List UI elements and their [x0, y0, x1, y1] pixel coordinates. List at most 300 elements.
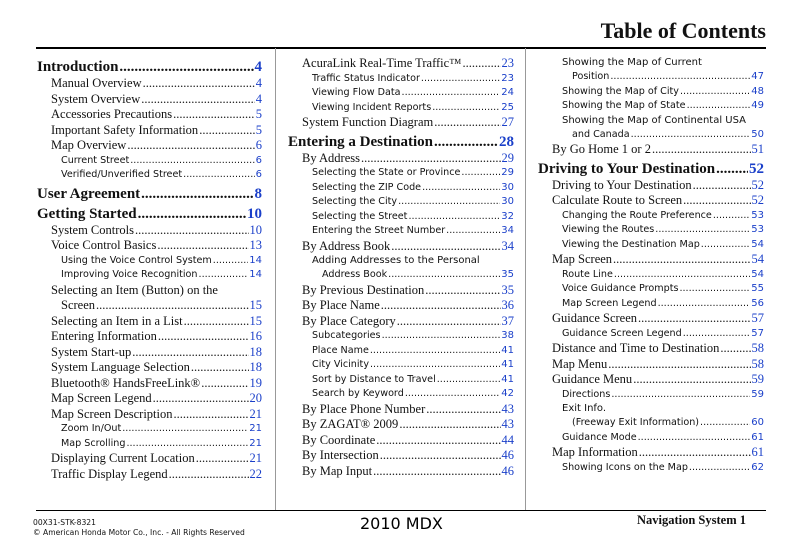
page-number-link[interactable]: 23	[501, 56, 514, 70]
toc-entry[interactable]	[538, 178, 764, 194]
page-number-link[interactable]: 32	[501, 210, 514, 222]
dot-leader	[639, 445, 751, 461]
dot-leader	[173, 107, 255, 123]
toc-entry-text: System Language Selection	[51, 360, 190, 374]
toc-entry[interactable]	[37, 123, 262, 139]
dot-leader	[613, 252, 750, 268]
toc-entry[interactable]	[288, 181, 514, 196]
dot-leader	[687, 99, 751, 114]
dot-leader	[720, 341, 750, 357]
dot-leader	[213, 254, 248, 269]
toc-entry-text: By Place Category	[302, 313, 396, 328]
toc-entry-text: Showing Icons on the Map	[562, 461, 688, 473]
page-number-link[interactable]: 20	[249, 391, 262, 405]
toc-entry-text: Sort by Distance to Travel	[312, 373, 436, 385]
toc-entry-text: Voice Guidance Prompts	[562, 283, 679, 294]
dot-leader	[446, 224, 500, 239]
toc-entry[interactable]	[538, 85, 764, 100]
page-number-link[interactable]: 41	[501, 373, 514, 385]
toc-entry-text: Guidance Screen	[552, 311, 638, 325]
footer-rule	[36, 510, 766, 511]
page-number-link[interactable]: 14	[249, 269, 262, 280]
toc-entry-text: Manual Overview	[51, 76, 142, 90]
column-divider	[275, 48, 276, 510]
toc-entry-text: Screen	[61, 298, 96, 312]
toc-entry[interactable]	[288, 298, 514, 314]
page-number-link[interactable]: 59	[751, 388, 764, 400]
dot-leader	[397, 314, 501, 330]
dot-leader	[158, 329, 249, 345]
dot-leader	[380, 448, 501, 464]
page-number-link[interactable]: 54	[751, 252, 764, 266]
page-number-link[interactable]: 62	[751, 461, 764, 473]
toc-entry[interactable]	[37, 391, 262, 407]
page-number-link[interactable]: 4	[254, 59, 262, 75]
dot-leader	[408, 210, 500, 225]
toc-entry-text: and Canada	[572, 128, 630, 140]
page-number-link[interactable]: 44	[501, 432, 514, 447]
dot-leader	[689, 461, 750, 476]
toc-entry[interactable]	[288, 417, 514, 433]
dot-leader	[655, 223, 750, 238]
toc-entry[interactable]	[37, 298, 262, 314]
toc-entry-text: Calculate Route to Screen	[552, 193, 683, 207]
dot-leader	[608, 357, 750, 373]
toc-entry[interactable]	[538, 142, 764, 158]
dot-leader	[130, 154, 254, 169]
dot-leader	[680, 85, 750, 100]
toc-entry[interactable]	[37, 238, 262, 254]
toc-entry[interactable]	[288, 448, 514, 464]
dot-leader	[184, 314, 249, 330]
toc-entry[interactable]	[37, 107, 262, 123]
toc-entry[interactable]	[288, 101, 514, 116]
toc-entry-text: Subcategories	[312, 330, 381, 341]
page-number-link[interactable]: 47	[751, 71, 764, 82]
dot-leader	[119, 58, 253, 76]
toc-entry-text: By Intersection	[302, 448, 379, 462]
page-number-link[interactable]: 58	[751, 356, 764, 371]
toc-entry-text: Map Scrolling	[61, 437, 126, 449]
dot-leader	[127, 138, 254, 154]
toc-entry-text: Map Information	[552, 445, 638, 459]
toc-entry-text: Guidance Mode	[562, 431, 637, 443]
toc-entry[interactable]	[538, 297, 764, 312]
page-number-link[interactable]: 10	[247, 205, 262, 222]
page-number-link[interactable]: 60	[751, 417, 764, 428]
page-number-link[interactable]: 41	[501, 359, 514, 370]
toc-entry-text: Selecting an Item (Button) on the	[51, 282, 218, 297]
dot-leader	[391, 239, 500, 255]
toc-entry-text: Directions	[562, 388, 611, 400]
toc-entry-text: By Place Name	[302, 298, 380, 312]
toc-entry-text: By Go Home 1 or 2	[552, 142, 651, 156]
toc-entry-text: Selecting the Street	[312, 210, 408, 222]
toc-entry[interactable]	[288, 72, 514, 87]
page-number-link[interactable]: 58	[751, 341, 764, 355]
page-number-link[interactable]: 52	[751, 177, 764, 192]
toc-entry[interactable]	[538, 461, 764, 476]
toc-entry-text: Search by Keyword	[312, 388, 404, 399]
toc-entry-text: Bluetooth® HandsFreeLink®	[51, 375, 201, 390]
dot-leader	[199, 268, 249, 283]
toc-entry[interactable]	[37, 422, 262, 437]
toc-entry[interactable]	[288, 433, 514, 449]
dot-leader	[658, 297, 751, 312]
dot-leader	[713, 209, 750, 224]
dot-leader	[135, 223, 249, 239]
toc-column-1	[37, 56, 262, 482]
toc-entry[interactable]	[538, 252, 764, 268]
toc-entry[interactable]	[538, 99, 764, 114]
toc-entry-text: Entering Information	[51, 329, 157, 343]
toc-entry[interactable]	[288, 402, 514, 418]
toc-entry[interactable]	[37, 437, 262, 452]
toc-entry-text: Important Safety Information	[51, 122, 199, 137]
dot-leader	[132, 345, 248, 361]
toc-column-3	[538, 56, 764, 475]
toc-entry[interactable]	[538, 372, 764, 388]
document-code: 00X31-STK-8321	[33, 518, 96, 527]
toc-entry[interactable]	[288, 283, 514, 299]
dot-leader	[614, 268, 750, 283]
page-number-link[interactable]: 49	[751, 100, 764, 111]
page-number-link[interactable]: 6	[255, 154, 262, 166]
toc-entry[interactable]	[37, 329, 262, 345]
dot-leader	[126, 437, 248, 452]
page-number-link[interactable]: 15	[249, 298, 262, 312]
page-number-link[interactable]: 36	[501, 298, 514, 312]
page-number-link[interactable]: 61	[751, 431, 764, 443]
dot-leader	[199, 123, 255, 139]
page-number-link[interactable]: 57	[751, 327, 764, 339]
dot-leader	[399, 417, 500, 433]
toc-entry[interactable]	[538, 327, 764, 342]
toc-entry[interactable]	[538, 268, 764, 283]
page-number-link[interactable]: 48	[751, 85, 764, 97]
page-number-link[interactable]: 13	[249, 238, 262, 252]
page-number-link[interactable]: 35	[501, 269, 514, 280]
toc-entry-text: Route Line	[562, 268, 613, 280]
dot-leader	[432, 101, 500, 116]
toc-entry-text: User Agreement	[37, 185, 141, 202]
toc-entry-text: Showing the Map of City	[562, 85, 679, 97]
copyright-notice: © American Honda Motor Co., Inc. - All Rights Reserved	[33, 528, 245, 537]
toc-entry-text: Changing the Route Preference	[562, 209, 712, 221]
dot-leader	[693, 178, 751, 194]
toc-entry[interactable]	[288, 195, 514, 210]
toc-entry-text: System Function Diagram	[302, 115, 434, 129]
toc-entry[interactable]	[288, 151, 514, 167]
page-number-link[interactable]: 38	[501, 330, 514, 341]
page-number-link[interactable]: 27	[501, 115, 514, 129]
page-number-link[interactable]: 4	[255, 76, 262, 90]
toc-entry-text: Entering the Street Number	[312, 225, 446, 236]
page-number-link[interactable]: 52	[749, 160, 764, 177]
toc-section-heading[interactable]	[37, 185, 262, 203]
page-number-link[interactable]: 61	[751, 445, 764, 459]
toc-entry-text: By Map Input	[302, 463, 373, 478]
toc-entry[interactable]	[37, 467, 262, 483]
dot-leader	[610, 70, 750, 85]
page-number-link[interactable]: 19	[249, 375, 262, 390]
toc-entry[interactable]	[288, 166, 514, 181]
toc-entry[interactable]	[288, 314, 514, 330]
page-number-link[interactable]: 29	[501, 150, 514, 165]
toc-entry-text: Improving Voice Recognition	[61, 269, 198, 280]
dot-leader	[683, 193, 750, 209]
toc-entry[interactable]	[37, 314, 262, 330]
toc-entry[interactable]	[288, 373, 514, 388]
page-number-link[interactable]: 53	[751, 209, 764, 221]
toc-entry-text: Getting Started	[37, 205, 137, 222]
toc-entry[interactable]	[538, 445, 764, 461]
dot-leader	[426, 402, 500, 418]
page-number-link[interactable]: 24	[501, 87, 514, 98]
toc-entry-text: Displaying Current Location	[51, 451, 195, 465]
toc-entry[interactable]	[288, 329, 514, 344]
toc-entry-text: Map Screen	[552, 252, 613, 266]
toc-entry-text: Showing the Map of State	[562, 100, 686, 111]
dot-leader	[141, 92, 255, 108]
toc-entry-text: Viewing the Routes	[562, 224, 655, 235]
page-number-link[interactable]: 22	[249, 466, 262, 481]
toc-entry-text: Adding Addresses to the Personal	[312, 255, 480, 266]
toc-entry-text: By Address	[302, 150, 360, 165]
toc-entry[interactable]	[37, 376, 262, 392]
page-number-link[interactable]: 54	[751, 238, 764, 250]
dot-leader	[701, 238, 750, 253]
toc-entry-text: Distance and Time to Destination	[552, 341, 720, 355]
toc-entry[interactable]	[288, 239, 514, 255]
page-number-link[interactable]: 55	[751, 283, 764, 294]
toc-entry[interactable]	[538, 388, 764, 403]
page-number-link[interactable]: 6	[255, 138, 262, 152]
toc-entry-text: Address Book	[322, 269, 388, 280]
page-number-link[interactable]: 23	[501, 72, 514, 84]
page-number-link[interactable]: 52	[751, 193, 764, 207]
page-number-link[interactable]: 5	[255, 122, 262, 137]
dot-leader	[191, 360, 249, 376]
page-number-link[interactable]: 5	[255, 107, 262, 121]
dot-leader	[434, 115, 500, 131]
dot-leader	[201, 376, 248, 392]
page-number-link[interactable]: 34	[501, 225, 514, 236]
toc-entry-text: Viewing the Destination Map	[562, 238, 700, 250]
toc-entry[interactable]	[37, 254, 262, 269]
page-number-link[interactable]: 41	[501, 344, 514, 356]
dot-leader	[683, 327, 751, 342]
page-number-link[interactable]: 57	[751, 311, 764, 325]
dot-leader	[141, 185, 253, 203]
page-number-link[interactable]: 4	[255, 91, 262, 106]
toc-entry-text: Map Menu	[552, 356, 608, 371]
page-number-link[interactable]: 43	[501, 401, 514, 416]
toc-entry-text: Position	[572, 71, 610, 82]
toc-entry-text: City Vicinity	[312, 359, 369, 370]
toc-entry[interactable]	[288, 210, 514, 225]
dot-leader	[462, 56, 500, 72]
page-number-link[interactable]: 37	[501, 313, 514, 328]
toc-entry[interactable]	[538, 128, 764, 143]
toc-entry-text: By Place Phone Number	[302, 401, 426, 416]
toc-entry[interactable]	[538, 70, 764, 85]
toc-entry-text: Selecting the State or Province	[312, 167, 461, 178]
toc-entry-text: Showing the Map of Continental USA	[562, 114, 746, 126]
dot-leader	[437, 373, 501, 388]
toc-entry[interactable]	[37, 345, 262, 361]
page-number-link[interactable]: 25	[501, 101, 514, 113]
toc-entry[interactable]	[288, 387, 514, 402]
page-number-link[interactable]: 8	[254, 185, 262, 202]
toc-entry[interactable]	[538, 341, 764, 357]
page-number-link[interactable]: 21	[249, 406, 262, 421]
toc-entry[interactable]	[538, 416, 764, 431]
toc-entry-text: Selecting an Item in a List	[51, 313, 183, 328]
page-number-link[interactable]: 35	[501, 282, 514, 297]
dot-leader	[169, 467, 249, 483]
footer-legal	[33, 518, 245, 538]
toc-entry[interactable]	[538, 431, 764, 446]
page-number-link[interactable]: 30	[501, 196, 514, 207]
toc-entry-text: Entering a Destination	[288, 133, 434, 150]
toc-entry[interactable]	[288, 224, 514, 239]
toc-entry-text: Showing the Map of Current	[562, 57, 702, 68]
toc-entry[interactable]	[288, 358, 514, 373]
page-number-link[interactable]: 10	[249, 222, 262, 237]
page-number-link[interactable]: 59	[751, 372, 764, 386]
toc-entry[interactable]	[37, 407, 262, 423]
toc-entry[interactable]	[37, 451, 262, 467]
toc-entry-text: Exit Info.	[562, 403, 607, 414]
toc-section-heading[interactable]	[37, 205, 262, 223]
dot-leader	[421, 72, 500, 87]
page-number-link[interactable]: 18	[249, 344, 262, 359]
toc-entry[interactable]	[538, 193, 764, 209]
page-number-link[interactable]: 14	[249, 254, 262, 266]
toc-entry[interactable]	[37, 154, 262, 169]
toc-entry-text: Accessories Precautions	[51, 107, 173, 121]
dot-leader	[370, 358, 500, 373]
page-number-link[interactable]: 43	[501, 417, 514, 431]
dot-leader	[96, 298, 248, 314]
page-number-link[interactable]: 34	[501, 238, 514, 253]
dot-leader	[122, 422, 248, 437]
dot-leader	[381, 298, 501, 314]
dot-leader	[398, 195, 500, 210]
dot-leader	[422, 181, 500, 196]
dot-leader	[638, 311, 750, 327]
system-page-label: Navigation System 1	[636, 513, 746, 527]
toc-entry-text: Verified/Unverified Street	[61, 169, 183, 180]
page-number-link[interactable]: 46	[501, 463, 514, 478]
page-number-link[interactable]: 6	[255, 169, 262, 180]
dot-leader	[388, 268, 500, 283]
toc-entry[interactable]	[37, 268, 262, 283]
toc-entry-text: By Address Book	[302, 238, 391, 253]
toc-entry-text: Place Name	[312, 344, 369, 356]
toc-section-heading[interactable]	[37, 58, 262, 76]
toc-entry[interactable]	[538, 223, 764, 238]
column-divider	[525, 48, 526, 510]
toc-entry[interactable]	[37, 76, 262, 92]
page-number-link[interactable]: 21	[249, 437, 262, 449]
page-number-link[interactable]: 56	[751, 297, 764, 309]
toc-entry-text: System Start-up	[51, 344, 132, 359]
dot-leader	[373, 464, 500, 480]
page-number-link[interactable]: 21	[249, 451, 262, 465]
page-number-link[interactable]: 51	[751, 142, 764, 156]
toc-entry-text: By Coordinate	[302, 432, 376, 447]
page-number-link[interactable]: 29	[501, 167, 514, 178]
toc-entry[interactable]	[538, 209, 764, 224]
dot-leader	[138, 205, 246, 223]
page-number-link[interactable]: 15	[249, 313, 262, 328]
dot-leader	[405, 387, 500, 402]
page-number-link[interactable]: 28	[499, 133, 514, 150]
toc-entry-text: Selecting the ZIP Code	[312, 181, 422, 193]
toc-entry[interactable]	[288, 115, 514, 131]
toc-entry-text: Traffic Display Legend	[51, 466, 168, 481]
toc-entry-text: System Controls	[51, 222, 134, 237]
toc-entry-text: (Freeway Exit Information)	[572, 417, 700, 428]
model-label: 2010 MDX	[360, 514, 443, 533]
page-number-link[interactable]: 50	[751, 128, 764, 140]
toc-entry-text: Using the Voice Control System	[61, 254, 212, 266]
page-number-link[interactable]: 30	[501, 181, 514, 193]
toc-entry-text: Current Street	[61, 154, 130, 166]
dot-leader	[611, 388, 750, 403]
toc-entry[interactable]	[288, 268, 514, 283]
toc-entry[interactable]	[288, 464, 514, 480]
toc-entry[interactable]	[538, 282, 764, 297]
toc-entry[interactable]	[288, 344, 514, 359]
page-title: Table of Contents	[600, 18, 766, 43]
toc-entry-text: Driving to Your Destination	[538, 160, 716, 177]
toc-entry[interactable]	[538, 357, 764, 373]
toc-section-heading[interactable]	[288, 133, 514, 151]
toc-entry[interactable]	[37, 168, 262, 183]
page-number-link[interactable]: 18	[249, 360, 262, 374]
toc-entry-text: Map Overview	[51, 138, 127, 152]
page-number-link[interactable]: 46	[501, 448, 514, 462]
dot-leader	[196, 451, 249, 467]
dot-leader	[631, 128, 751, 143]
dot-leader	[370, 344, 500, 359]
toc-entry[interactable]	[37, 138, 262, 154]
toc-entry-text: System Overview	[51, 91, 141, 106]
dot-leader	[700, 416, 750, 431]
toc-section-heading[interactable]	[538, 160, 764, 178]
toc-entry[interactable]	[37, 360, 262, 376]
page-number-link[interactable]: 21	[249, 423, 262, 434]
toc-entry-text: By Previous Destination	[302, 282, 425, 297]
toc-entry[interactable]	[538, 311, 764, 327]
page-number-link[interactable]: 53	[751, 224, 764, 235]
toc-entry[interactable]	[288, 86, 514, 101]
toc-entry[interactable]	[37, 92, 262, 108]
toc-entry[interactable]	[288, 56, 514, 72]
dot-leader	[434, 133, 498, 151]
dot-leader	[652, 142, 751, 158]
toc-entry-text: Guidance Menu	[552, 372, 633, 386]
page-number-link[interactable]: 42	[501, 388, 514, 399]
page-number-link[interactable]: 16	[249, 329, 262, 343]
dot-leader	[382, 329, 501, 344]
page-number-link[interactable]: 54	[751, 268, 764, 280]
toc-entry[interactable]	[37, 223, 262, 239]
toc-entry[interactable]	[538, 238, 764, 253]
